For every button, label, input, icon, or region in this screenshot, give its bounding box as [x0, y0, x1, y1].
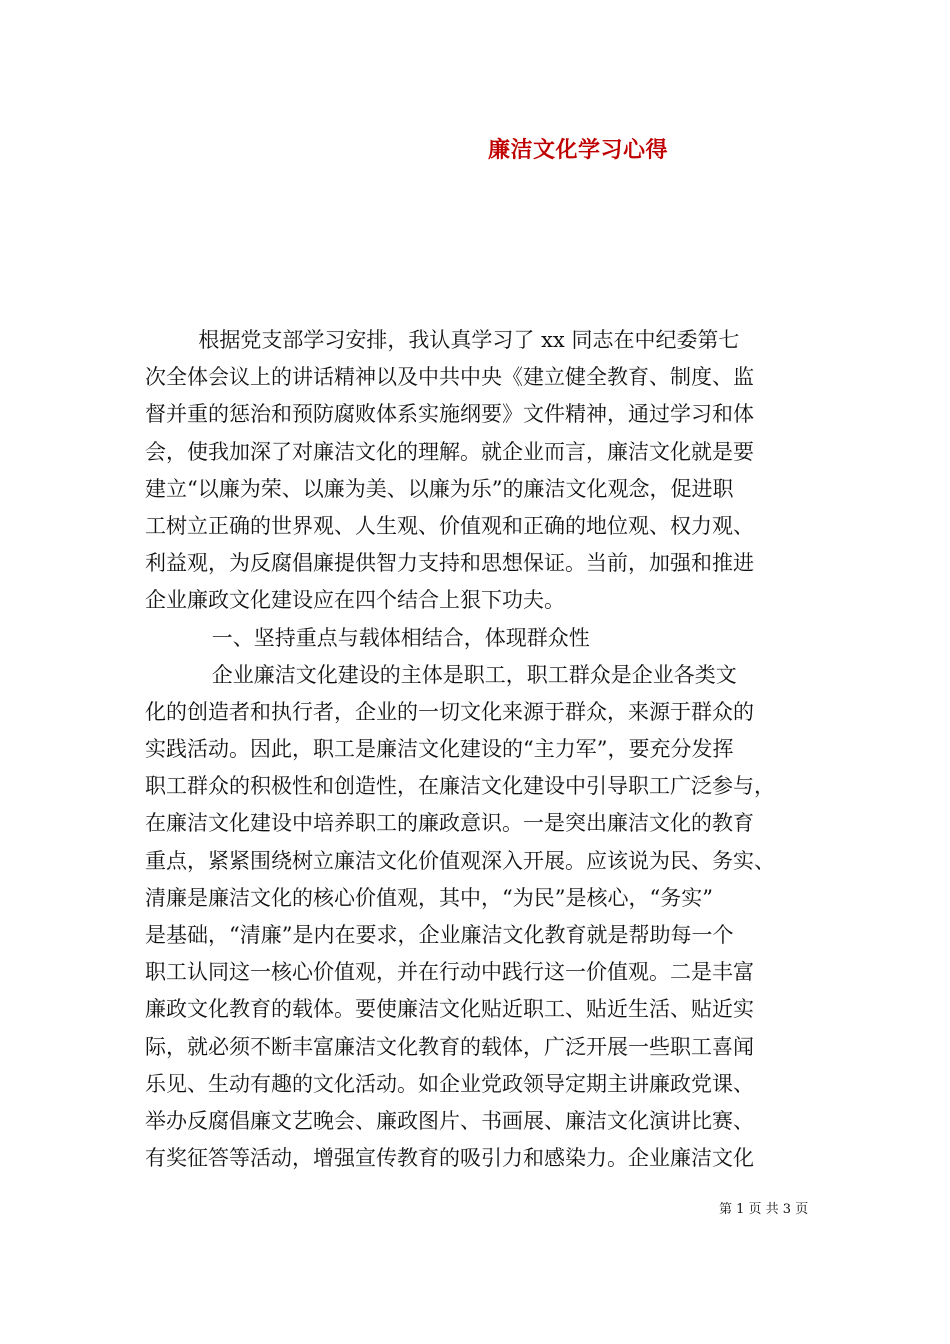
body-line: 职工认同这一核心价值观，并在行动中践行这一价值观。二是丰富: [145, 960, 754, 985]
body-line: 际，就必须不断丰富廉洁文化教育的载体，广泛开展一些职工喜闻: [145, 1034, 754, 1059]
body-line: 企业廉洁文化建设的主体是职工，职工群众是企业各类文: [145, 662, 737, 687]
body-line: 乐见、生动有趣的文化活动。如企业党政领导定期主讲廉政党课、: [145, 1071, 754, 1096]
document-body: [145, 322, 815, 1177]
body-line: 企业廉政文化建设应在四个结合上狠下功夫。: [145, 588, 565, 613]
body-line: 职工群众的积极性和创造性，在廉洁文化建设中引导职工广泛参与，: [145, 774, 775, 799]
document-title: 廉洁文化学习心得: [488, 137, 669, 163]
body-line: 次全体会议上的讲话精神以及中共中央《建立健全教育、制度、监: [145, 365, 754, 390]
body-line: 实践活动。因此，职工是廉洁文化建设的“主力军”，要充分发挥: [145, 737, 734, 762]
body-line: 廉政文化教育的载体。要使廉洁文化贴近职工、贴近生活、贴近实: [145, 997, 754, 1022]
body-line: 建立“以廉为荣、以廉为美、以廉为乐”的廉洁文化观念，促进职: [145, 476, 734, 501]
body-line: 会，使我加深了对廉洁文化的理解。就企业而言，廉洁文化就是要: [145, 439, 754, 464]
body-line: 清廉是廉洁文化的核心价值观，其中，“为民”是核心，“务实”: [145, 885, 713, 910]
body-line: 重点，紧紧围绕树立廉洁文化价值观深入开展。应该说为民、务实、: [145, 848, 775, 873]
section-heading: 一、坚持重点与载体相结合，体现群众性: [145, 625, 590, 650]
body-line: 在廉洁文化建设中培养职工的廉政意识。一是突出廉洁文化的教育: [145, 811, 754, 836]
body-line: 举办反腐倡廉文艺晚会、廉政图片、书画展、廉洁文化演讲比赛、: [145, 1108, 754, 1133]
body-line: 工树立正确的世界观、人生观、价值观和正确的地位观、权力观、: [145, 513, 754, 538]
body-line: 有奖征答等活动，增强宣传教育的吸引力和感染力。企业廉洁文化: [145, 1146, 754, 1171]
body-line: 根据党支部学习安排，我认真学习了 xx 同志在中纪委第七: [145, 328, 740, 352]
body-line: 督并重的惩治和预防腐败体系实施纲要》文件精神，通过学习和体: [145, 402, 754, 427]
body-line: 是基础，“清廉”是内在要求，企业廉洁文化教育就是帮助每一个: [145, 923, 734, 947]
body-line: 利益观，为反腐倡廉提供智力支持和思想保证。当前，加强和推进: [145, 551, 754, 576]
body-line: 化的创造者和执行者，企业的一切文化来源于群众，来源于群众的: [145, 699, 754, 724]
page-number: 第 1 页 共 3 页: [719, 1202, 809, 1217]
